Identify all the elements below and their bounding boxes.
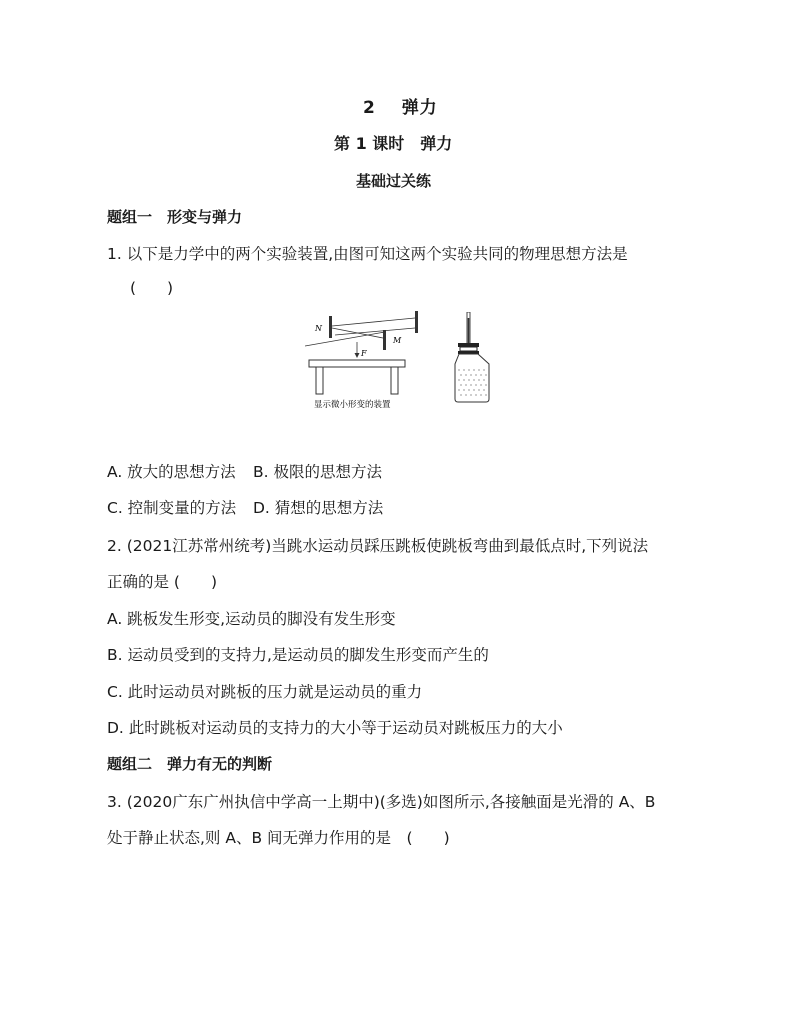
mirror-far xyxy=(415,311,418,333)
table-leg-left xyxy=(316,367,323,394)
q2-stem-line1: 2. (2021江苏常州统考)当跳水运动员踩压跳板使跳板弯曲到最低点时,下列说法 xyxy=(107,537,649,555)
q2-option-b: B. 运动员受到的支持力,是运动员的脚发生形变而产生的 xyxy=(107,646,489,664)
chapter-title: 弹力 xyxy=(401,98,438,118)
q2-option-d: D. 此时跳板对运动员的支持力的大小等于运动员对跳板压力的大小 xyxy=(107,719,563,737)
chapter-heading xyxy=(363,93,438,118)
lesson-title: 第 1 课时 弹力 xyxy=(334,134,453,153)
mirror-n xyxy=(329,316,332,338)
chapter-number: 2 xyxy=(363,98,376,118)
q2-option-c: C. 此时运动员对跳板的压力就是运动员的重力 xyxy=(107,683,423,701)
stopper-top xyxy=(458,343,479,347)
label-m: M xyxy=(393,336,402,345)
group1-title: 题组一 形变与弹力 xyxy=(107,208,243,226)
practice-title: 基础过关练 xyxy=(356,172,432,190)
q1-answer-blank: ( ) xyxy=(130,279,174,297)
q1-option-a: A. 放大的思想方法 xyxy=(107,463,236,481)
light-beam-1 xyxy=(332,318,415,326)
q1-option-b: B. 极限的思想方法 xyxy=(253,463,382,481)
mirror-deformation-apparatus-figure xyxy=(305,308,420,413)
table-leg-right xyxy=(391,367,398,394)
q1-stem: 1. 以下是力学中的两个实验装置,由图可知这两个实验共同的物理思想方法是 xyxy=(107,245,628,263)
flask-capillary-figure xyxy=(447,312,497,406)
flask-body xyxy=(455,354,489,402)
label-n: N xyxy=(315,324,322,333)
q2-option-a: A. 跳板发生形变,运动员的脚没有发生形变 xyxy=(107,610,396,628)
force-arrowhead xyxy=(355,353,360,358)
q3-stem-line1: 3. (2020广东广州执信中学高一上期中)(多选)如图所示,各接触面是光滑的 A、B xyxy=(107,793,656,811)
table-top xyxy=(309,360,405,367)
group2-title: 题组二 弹力有无的判断 xyxy=(107,755,273,773)
mirror-m xyxy=(383,330,386,350)
label-f: F xyxy=(361,349,367,358)
q1-option-d: D. 猜想的思想方法 xyxy=(253,499,384,517)
figure-caption: 显示微小形变的装置 xyxy=(314,400,391,410)
stopper-middle xyxy=(460,347,477,351)
q2-stem-line2: 正确的是 ( ) xyxy=(107,573,218,591)
q3-stem-line2: 处于静止状态,则 A、B 间无弹力作用的是 ( ) xyxy=(107,829,450,847)
q1-option-c: C. 控制变量的方法 xyxy=(107,499,237,517)
